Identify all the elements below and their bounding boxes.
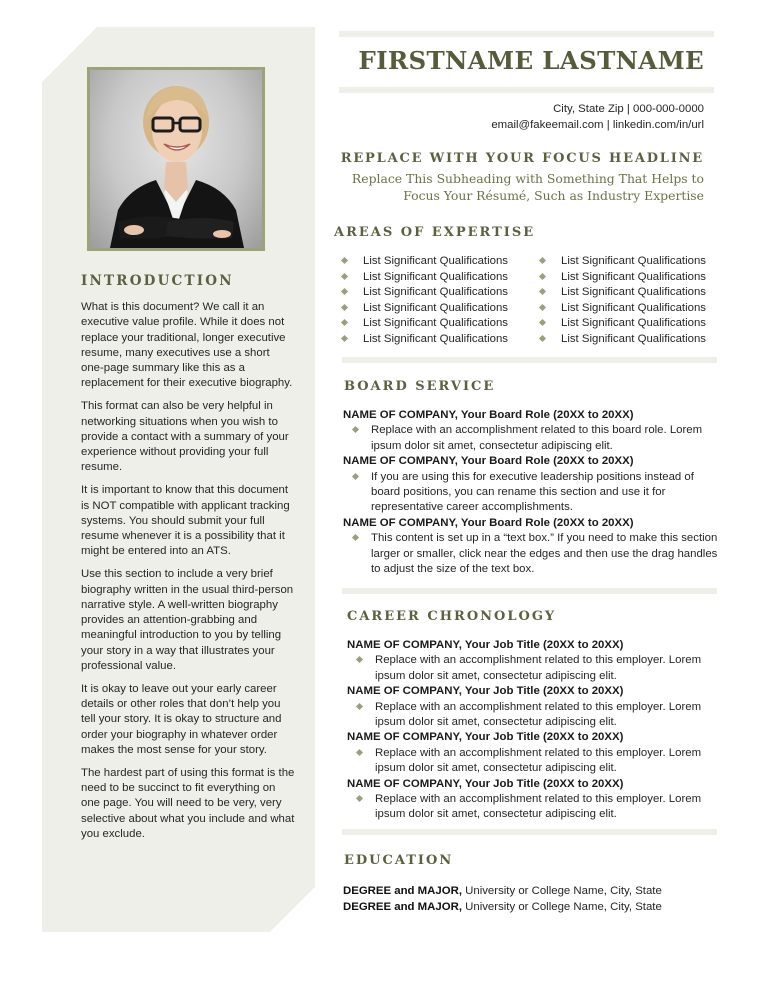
expertise-title: AREAS OF EXPERTISE xyxy=(334,225,536,240)
diamond-bullet-icon xyxy=(341,319,348,326)
diamond-bullet-icon xyxy=(352,534,359,541)
divider-bar xyxy=(342,829,717,835)
expertise-list-col1 xyxy=(339,254,508,348)
list-item: List Significant Qualifications xyxy=(339,316,508,332)
contact-location-phone: City, State Zip | 000-000-0000 xyxy=(553,103,704,115)
diamond-bullet-icon xyxy=(539,335,546,342)
introduction-text xyxy=(81,300,295,850)
career-chronology-title: CAREER CHRONOLOGY xyxy=(347,609,557,624)
intro-paragraph: It is important to know that this document is NOT compatible with applicant tracking systems. You should submit your full resume whenever it is a possibility that it might be entered into an ATS. xyxy=(81,484,290,558)
diamond-bullet-icon xyxy=(539,257,546,264)
job-entry-bullet: Replace with an accomplishment related to this employer. Lorem ipsum dolor sit amet, consectetur adipiscing elit. xyxy=(347,700,717,731)
education-list xyxy=(343,883,662,915)
board-entry-heading: NAME OF COMPANY, Your Board Role (20XX to 20XX) xyxy=(343,516,634,529)
divider-bar xyxy=(339,87,714,93)
list-item: List Significant Qualifications xyxy=(339,301,508,317)
contact-info xyxy=(491,101,704,134)
expertise-list-col2 xyxy=(537,254,706,348)
board-entry-bullet: This content is set up in a “text box.” If you need to make this section larger or smaller, click near the edges and then use the drag handles to adjust the size of the text box. xyxy=(343,531,718,577)
focus-headline: REPLACE WITH YOUR FOCUS HEADLINE xyxy=(340,151,704,166)
diamond-bullet-icon xyxy=(352,426,359,433)
job-entry-heading: NAME OF COMPANY, Your Job Title (20XX to 20XX) xyxy=(347,639,624,651)
subheadline-line: Replace This Subheading with Something That Helps to xyxy=(351,171,704,186)
list-item: List Significant Qualifications xyxy=(339,285,508,301)
focus-subheadline xyxy=(324,170,704,204)
board-service-list xyxy=(343,408,718,577)
board-entry-bullet: Replace with an accomplishment related to this board role. Lorem ipsum dolor sit amet, consectetur adipiscing elit. xyxy=(343,423,718,454)
job-entry-heading: NAME OF COMPANY, Your Job Title (20XX to 20XX) xyxy=(347,731,624,744)
diamond-bullet-icon xyxy=(341,335,348,342)
list-item: List Significant Qualifications xyxy=(339,332,508,348)
diamond-bullet-icon xyxy=(539,319,546,326)
list-item: List Significant Qualifications xyxy=(537,332,706,348)
list-item: List Significant Qualifications xyxy=(537,254,706,270)
diamond-bullet-icon xyxy=(341,288,348,295)
subheadline-line: Focus Your Résumé, Such as Industry Expertise xyxy=(403,188,704,203)
intro-paragraph: What is this document? We call it an executive value profile. While it does not replace your traditional, longer executive resume, many executives use a short one-page summary like this as a replacement for their executive biography. xyxy=(81,301,293,390)
job-entry-heading: NAME OF COMPANY, Your Job Title (20XX to 20XX) xyxy=(347,685,624,698)
diamond-bullet-icon xyxy=(539,273,546,280)
diamond-bullet-icon xyxy=(341,273,348,280)
diamond-bullet-icon xyxy=(539,288,546,295)
board-entry-heading: NAME OF COMPANY, Your Board Role (20XX to 20XX) xyxy=(343,455,634,468)
diamond-bullet-icon xyxy=(341,257,348,264)
intro-paragraph: It is okay to leave out your early career details or other roles that don’t help you tell your story. It is okay to structure and order your biography in whatever order makes the most sense for your story. xyxy=(81,682,282,757)
intro-paragraph: The hardest part of using this format is the need to be succinct to fit everything on one page. You will need to be very, very selective about what you include and what you exclude. xyxy=(81,766,295,840)
portrait-image xyxy=(90,70,262,248)
profile-photo xyxy=(87,67,265,251)
career-chronology-list xyxy=(347,638,717,823)
diamond-bullet-icon xyxy=(356,795,363,802)
intro-paragraph: This format can also be very helpful in networking situations when you wish to provide a contact with a summary of your experience without providing your full resume. xyxy=(81,400,289,474)
education-title: EDUCATION xyxy=(344,853,454,868)
diamond-bullet-icon xyxy=(356,703,363,710)
introduction-title: INTRODUCTION xyxy=(81,273,234,289)
list-item: List Significant Qualifications xyxy=(537,301,706,317)
diamond-bullet-icon xyxy=(356,656,363,663)
board-entry-heading: NAME OF COMPANY, Your Board Role (20XX to 20XX) xyxy=(343,409,634,421)
board-entry-bullet: If you are using this for executive leadership positions instead of board positions, you can rename this section and use it for representative career accomplishments. xyxy=(343,470,718,516)
contact-email-linkedin: email@fakeemail.com | linkedin.com/in/url xyxy=(491,119,704,132)
list-item: List Significant Qualifications xyxy=(339,270,508,286)
divider-bar xyxy=(342,357,717,363)
board-service-title: BOARD SERVICE xyxy=(344,379,496,394)
candidate-name: FIRSTNAME LASTNAME xyxy=(358,46,704,75)
list-item: List Significant Qualifications xyxy=(537,285,706,301)
divider-bar xyxy=(339,31,714,37)
diamond-bullet-icon xyxy=(356,749,363,756)
education-entry: DEGREE and MAJOR, University or College Name, City, State xyxy=(343,885,662,897)
list-item: List Significant Qualifications xyxy=(537,270,706,286)
education-entry: DEGREE and MAJOR, University or College Name, City, State xyxy=(343,901,662,913)
list-item: List Significant Qualifications xyxy=(339,254,508,270)
job-entry-bullet: Replace with an accomplishment related to this employer. Lorem ipsum dolor sit amet, consectetur adipiscing elit. xyxy=(347,792,717,823)
list-item: List Significant Qualifications xyxy=(537,316,706,332)
diamond-bullet-icon xyxy=(352,473,359,480)
job-entry-bullet: Replace with an accomplishment related to this employer. Lorem ipsum dolor sit amet, consectetur adipiscing elit. xyxy=(347,653,717,684)
diamond-bullet-icon xyxy=(341,304,348,311)
diamond-bullet-icon xyxy=(539,304,546,311)
job-entry-heading: NAME OF COMPANY, Your Job Title (20XX to 20XX) xyxy=(347,777,624,790)
intro-paragraph: Use this section to include a very brief biography written in the usual third-person narrative style. A well-written biography provides an attention-grabbing and meaningful introduction to you by telling your story in a way that illustrates your professional value. xyxy=(81,568,294,673)
job-entry-bullet: Replace with an accomplishment related to this employer. Lorem ipsum dolor sit amet, consectetur adipiscing elit. xyxy=(347,746,717,777)
divider-bar xyxy=(342,588,717,594)
